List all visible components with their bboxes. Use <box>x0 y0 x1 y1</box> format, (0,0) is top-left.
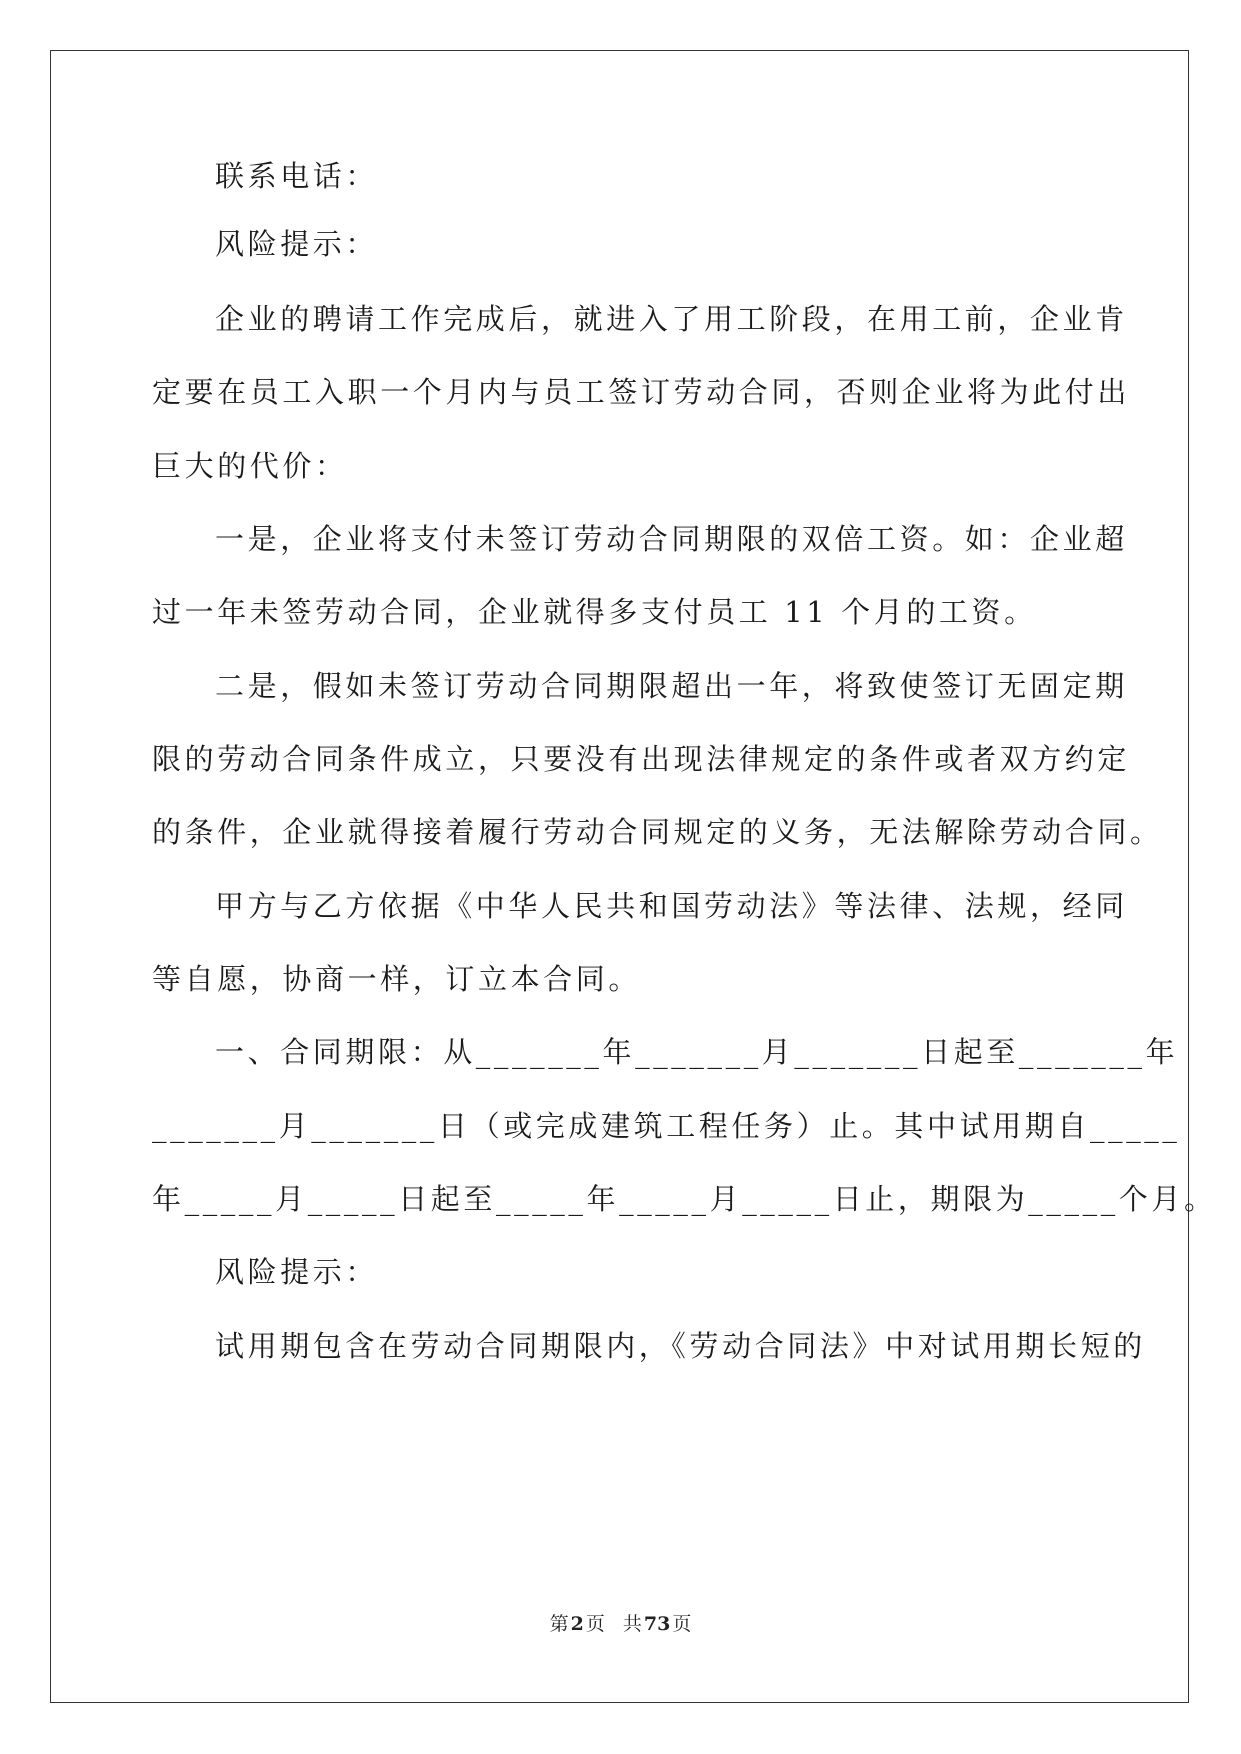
text-line: 巨大的代价： <box>152 449 348 483</box>
text-line: 二是，假如未签订劳动合同期限超出一年，将致使签订无固定期 <box>215 669 1128 703</box>
text-line: 定要在员工入职一个月内与员工签订劳动合同，否则企业将为此付出 <box>152 375 1131 409</box>
text-line: 风险提示： <box>215 227 379 261</box>
total-pages: 73 <box>643 1613 671 1635</box>
text-line: 试用期包含在劳动合同期限内，《劳动合同法》中对试用期长短的 <box>215 1329 1146 1363</box>
text-line: 限的劳动合同条件成立，只要没有出现法律规定的条件或者双方约定 <box>152 742 1131 776</box>
total-prefix: 共 <box>622 1613 642 1635</box>
text-line: 联系电话： <box>215 159 379 193</box>
page-border <box>50 50 1217 1703</box>
page-suffix: 页 <box>585 1613 605 1635</box>
text-line: 一是，企业将支付未签订劳动合同期限的双倍工资。如：企业超 <box>215 522 1128 556</box>
text-line: 年_____月_____日起至_____年_____月_____日止，期限为_____个月。 <box>152 1182 1217 1216</box>
text-line: 风险提示： <box>215 1255 379 1289</box>
text-line: 企业的聘请工作完成后，就进入了用工阶段，在用工前，企业肯 <box>215 302 1128 336</box>
text-line: 过一年未签劳动合同，企业就得多支付员工 11 个月的工资。 <box>152 595 1037 629</box>
page-footer <box>0 1612 1241 1636</box>
text-line: 一、合同期限：从_______年_______月_______日起至_______年 <box>215 1035 1179 1069</box>
text-line: 的条件，企业就得接着履行劳动合同规定的义务，无法解除劳动合同。 <box>152 815 1163 849</box>
page-number: 2 <box>570 1613 584 1635</box>
page-prefix: 第 <box>549 1613 569 1635</box>
total-suffix: 页 <box>672 1613 692 1635</box>
text-line: 甲方与乙方依据《中华人民共和国劳动法》等法律、法规，经同 <box>215 889 1128 923</box>
text-line: 等自愿，协商一样，订立本合同。 <box>152 962 642 996</box>
text-line: _______月_______日（或完成建筑工程任务）止。其中试用期自_____ <box>152 1109 1181 1143</box>
